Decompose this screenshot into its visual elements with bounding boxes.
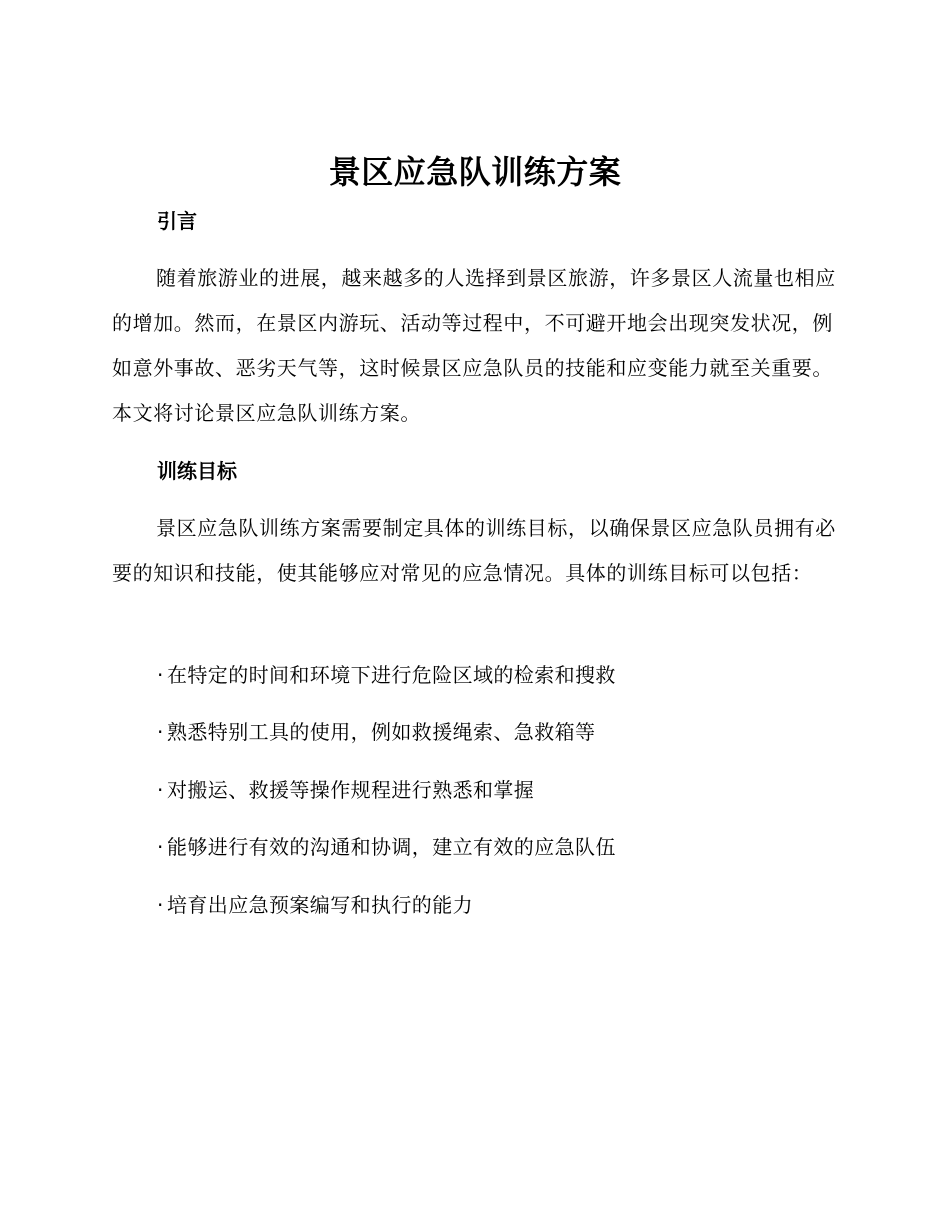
introduction-paragraph: 随着旅游业的进展，越来越多的人选择到景区旅游，许多景区人流量也相应的增加。然而，在景区内游玩、活动等过程中，不可避开地会出现突发状况，例如意外事故、恶劣天气等，这时候景区应急队员的技能和应变能力就至关重要。本文将讨论景区应急队训练方案。 [112,266,836,425]
section-heading-introduction: 引言 [157,209,197,233]
bullet-marker: · [157,893,164,917]
training-goals-paragraph: 景区应急队训练方案需要制定具体的训练目标，以确保景区应急队员拥有必要的知识和技能，使其能够应对常见的应急情况。具体的训练目标可以包括： [112,516,836,585]
list-item [157,661,616,689]
section-heading-training-goals: 训练目标 [157,459,237,483]
bullet-marker: · [157,835,164,859]
list-item-text: 在特定的时间和环境下进行危险区域的检索和搜救 [167,663,616,687]
list-item [157,718,595,746]
list-item [157,891,473,919]
list-item-text: 能够进行有效的沟通和协调，建立有效的应急队伍 [167,835,616,859]
list-item [157,776,534,804]
list-item-text: 对搬运、救援等操作规程进行熟悉和掌握 [167,778,535,802]
bullet-marker: · [157,663,164,687]
list-item-text: 培育出应急预案编写和执行的能力 [167,893,473,917]
bullet-marker: · [157,720,164,744]
list-item [157,833,616,861]
list-item-text: 熟悉特别工具的使用，例如救援绳索、急救箱等 [167,720,596,744]
document-title: 景区应急队训练方案 [328,153,622,191]
bullet-marker: · [157,778,164,802]
